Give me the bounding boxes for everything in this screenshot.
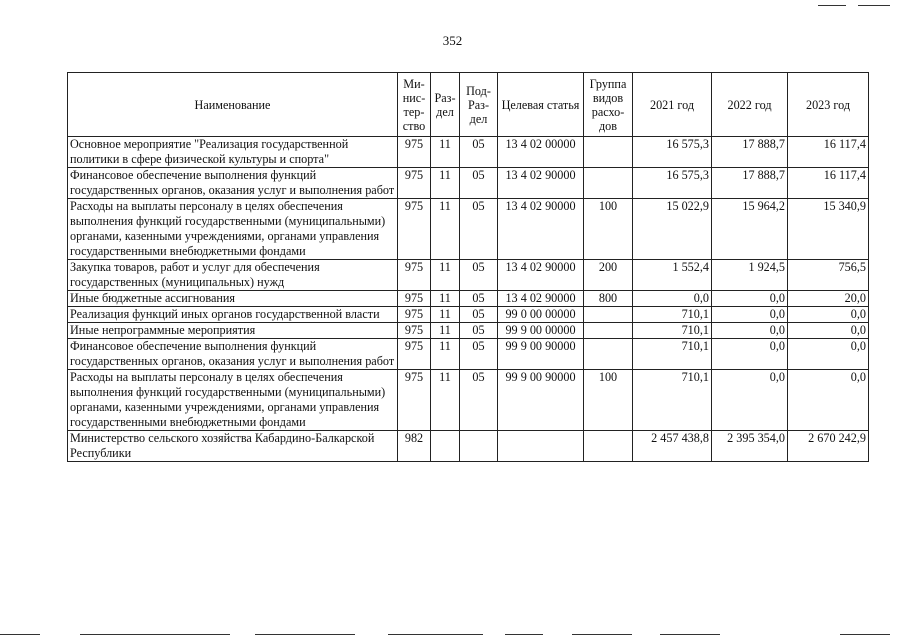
- cell-target: 99 0 00 00000: [498, 307, 584, 323]
- cell-group: [584, 137, 633, 168]
- cell-target: 99 9 00 90000: [498, 339, 584, 370]
- cell-y2021: 710,1: [633, 370, 712, 431]
- cell-subsection: [460, 431, 498, 462]
- table-row: [68, 199, 869, 260]
- cell-section: 11: [431, 199, 460, 260]
- cell-section: 11: [431, 323, 460, 339]
- cell-ministry: 975: [398, 291, 431, 307]
- cell-y2023: 2 670 242,9: [788, 431, 869, 462]
- cell-ministry: 975: [398, 168, 431, 199]
- cell-y2022: 2 395 354,0: [712, 431, 788, 462]
- col-header-group: Группа видов расхо-дов: [584, 73, 633, 137]
- cell-y2023: 15 340,9: [788, 199, 869, 260]
- cell-y2023: 20,0: [788, 291, 869, 307]
- cell-group: [584, 307, 633, 323]
- cell-name: Закупка товаров, работ и услуг для обеспечения государственных (муниципальных) нужд: [68, 260, 398, 291]
- cell-target: 13 4 02 90000: [498, 260, 584, 291]
- cell-name: Реализация функций иных органов государственной власти: [68, 307, 398, 323]
- cell-y2021: 2 457 438,8: [633, 431, 712, 462]
- cell-name: Финансовое обеспечение выполнения функций государственных органов, оказания услуг и выполнения работ: [68, 168, 398, 199]
- cell-section: 11: [431, 307, 460, 323]
- cell-subsection: 05: [460, 307, 498, 323]
- cell-subsection: 05: [460, 291, 498, 307]
- cell-group: 200: [584, 260, 633, 291]
- table-row: [68, 168, 869, 199]
- scan-mark-bottom-8: [840, 634, 890, 635]
- cell-name: Расходы на выплаты персоналу в целях обеспечения выполнения функций государственными (муниципальными) органами, казенными учреждениями, органами управления государственными внебюджетными фондами: [68, 199, 398, 260]
- cell-target: 13 4 02 00000: [498, 137, 584, 168]
- col-header-target: Целевая статья: [498, 73, 584, 137]
- col-header-2023: 2023 год: [788, 73, 869, 137]
- cell-target: 13 4 02 90000: [498, 291, 584, 307]
- cell-y2022: 17 888,7: [712, 137, 788, 168]
- cell-ministry: 975: [398, 323, 431, 339]
- scan-mark-bottom-5: [505, 634, 543, 635]
- cell-group: 100: [584, 199, 633, 260]
- cell-name: Финансовое обеспечение выполнения функций государственных органов, оказания услуг и выполнения работ: [68, 339, 398, 370]
- cell-name: Иные бюджетные ассигнования: [68, 291, 398, 307]
- cell-subsection: 05: [460, 137, 498, 168]
- cell-y2022: 0,0: [712, 307, 788, 323]
- scan-mark-bottom-1: [0, 634, 40, 635]
- cell-y2023: 0,0: [788, 307, 869, 323]
- cell-y2021: 15 022,9: [633, 199, 712, 260]
- cell-subsection: 05: [460, 323, 498, 339]
- table-row: [68, 370, 869, 431]
- cell-ministry: 975: [398, 260, 431, 291]
- col-header-section: Раз-дел: [431, 73, 460, 137]
- cell-section: 11: [431, 137, 460, 168]
- cell-y2023: 0,0: [788, 339, 869, 370]
- header-row: [68, 73, 869, 137]
- cell-y2021: 16 575,3: [633, 168, 712, 199]
- cell-name: Основное мероприятие "Реализация государственной политики в сфере физической культуры и спорта": [68, 137, 398, 168]
- cell-y2022: 0,0: [712, 370, 788, 431]
- cell-y2023: 16 117,4: [788, 168, 869, 199]
- cell-ministry: 982: [398, 431, 431, 462]
- cell-group: 100: [584, 370, 633, 431]
- table-row: [68, 137, 869, 168]
- cell-target: 99 9 00 00000: [498, 323, 584, 339]
- col-header-name: Наименование: [68, 73, 398, 137]
- cell-y2022: 1 924,5: [712, 260, 788, 291]
- scan-mark-bottom-7: [660, 634, 720, 635]
- table-row: [68, 291, 869, 307]
- table-row: [68, 431, 869, 462]
- cell-section: 11: [431, 168, 460, 199]
- cell-y2021: 0,0: [633, 291, 712, 307]
- cell-section: [431, 431, 460, 462]
- cell-y2021: 710,1: [633, 339, 712, 370]
- cell-y2022: 17 888,7: [712, 168, 788, 199]
- col-header-2021: 2021 год: [633, 73, 712, 137]
- cell-target: 13 4 02 90000: [498, 168, 584, 199]
- cell-subsection: 05: [460, 199, 498, 260]
- budget-table: [67, 72, 869, 462]
- scan-mark-bottom-6: [572, 634, 632, 635]
- scan-mark-top-1: [818, 5, 846, 6]
- cell-group: [584, 339, 633, 370]
- cell-subsection: 05: [460, 168, 498, 199]
- cell-subsection: 05: [460, 339, 498, 370]
- cell-y2021: 710,1: [633, 307, 712, 323]
- cell-ministry: 975: [398, 199, 431, 260]
- cell-subsection: 05: [460, 260, 498, 291]
- cell-y2023: 0,0: [788, 370, 869, 431]
- cell-target: 99 9 00 90000: [498, 370, 584, 431]
- table-row: [68, 323, 869, 339]
- cell-y2022: 0,0: [712, 323, 788, 339]
- cell-name: Расходы на выплаты персоналу в целях обеспечения выполнения функций государственными (муниципальными) органами, казенными учреждениями, органами управления государственными внебюджетными фондами: [68, 370, 398, 431]
- col-header-ministry: Ми-нис-тер-ство: [398, 73, 431, 137]
- cell-group: [584, 431, 633, 462]
- cell-name: Иные непрограммные мероприятия: [68, 323, 398, 339]
- scan-mark-bottom-4: [388, 634, 483, 635]
- col-header-subsection: Под-Раз-дел: [460, 73, 498, 137]
- cell-ministry: 975: [398, 339, 431, 370]
- cell-y2021: 710,1: [633, 323, 712, 339]
- cell-group: [584, 323, 633, 339]
- cell-target: [498, 431, 584, 462]
- cell-y2022: 15 964,2: [712, 199, 788, 260]
- cell-y2021: 1 552,4: [633, 260, 712, 291]
- col-header-2022: 2022 год: [712, 73, 788, 137]
- table-row: [68, 339, 869, 370]
- cell-y2022: 0,0: [712, 291, 788, 307]
- cell-y2021: 16 575,3: [633, 137, 712, 168]
- cell-section: 11: [431, 370, 460, 431]
- table-row: [68, 307, 869, 323]
- cell-y2023: 756,5: [788, 260, 869, 291]
- cell-subsection: 05: [460, 370, 498, 431]
- cell-ministry: 975: [398, 137, 431, 168]
- cell-group: 800: [584, 291, 633, 307]
- cell-target: 13 4 02 90000: [498, 199, 584, 260]
- scan-mark-bottom-3: [255, 634, 355, 635]
- page-number: 352: [442, 33, 463, 48]
- cell-y2023: 0,0: [788, 323, 869, 339]
- cell-section: 11: [431, 339, 460, 370]
- scan-mark-top-2: [858, 5, 890, 6]
- cell-y2023: 16 117,4: [788, 137, 869, 168]
- table-row: [68, 260, 869, 291]
- cell-group: [584, 168, 633, 199]
- scan-mark-bottom-2: [80, 634, 230, 635]
- cell-y2022: 0,0: [712, 339, 788, 370]
- cell-ministry: 975: [398, 370, 431, 431]
- cell-section: 11: [431, 291, 460, 307]
- cell-ministry: 975: [398, 307, 431, 323]
- cell-section: 11: [431, 260, 460, 291]
- cell-name: Министерство сельского хозяйства Кабардино-Балкарской Республики: [68, 431, 398, 462]
